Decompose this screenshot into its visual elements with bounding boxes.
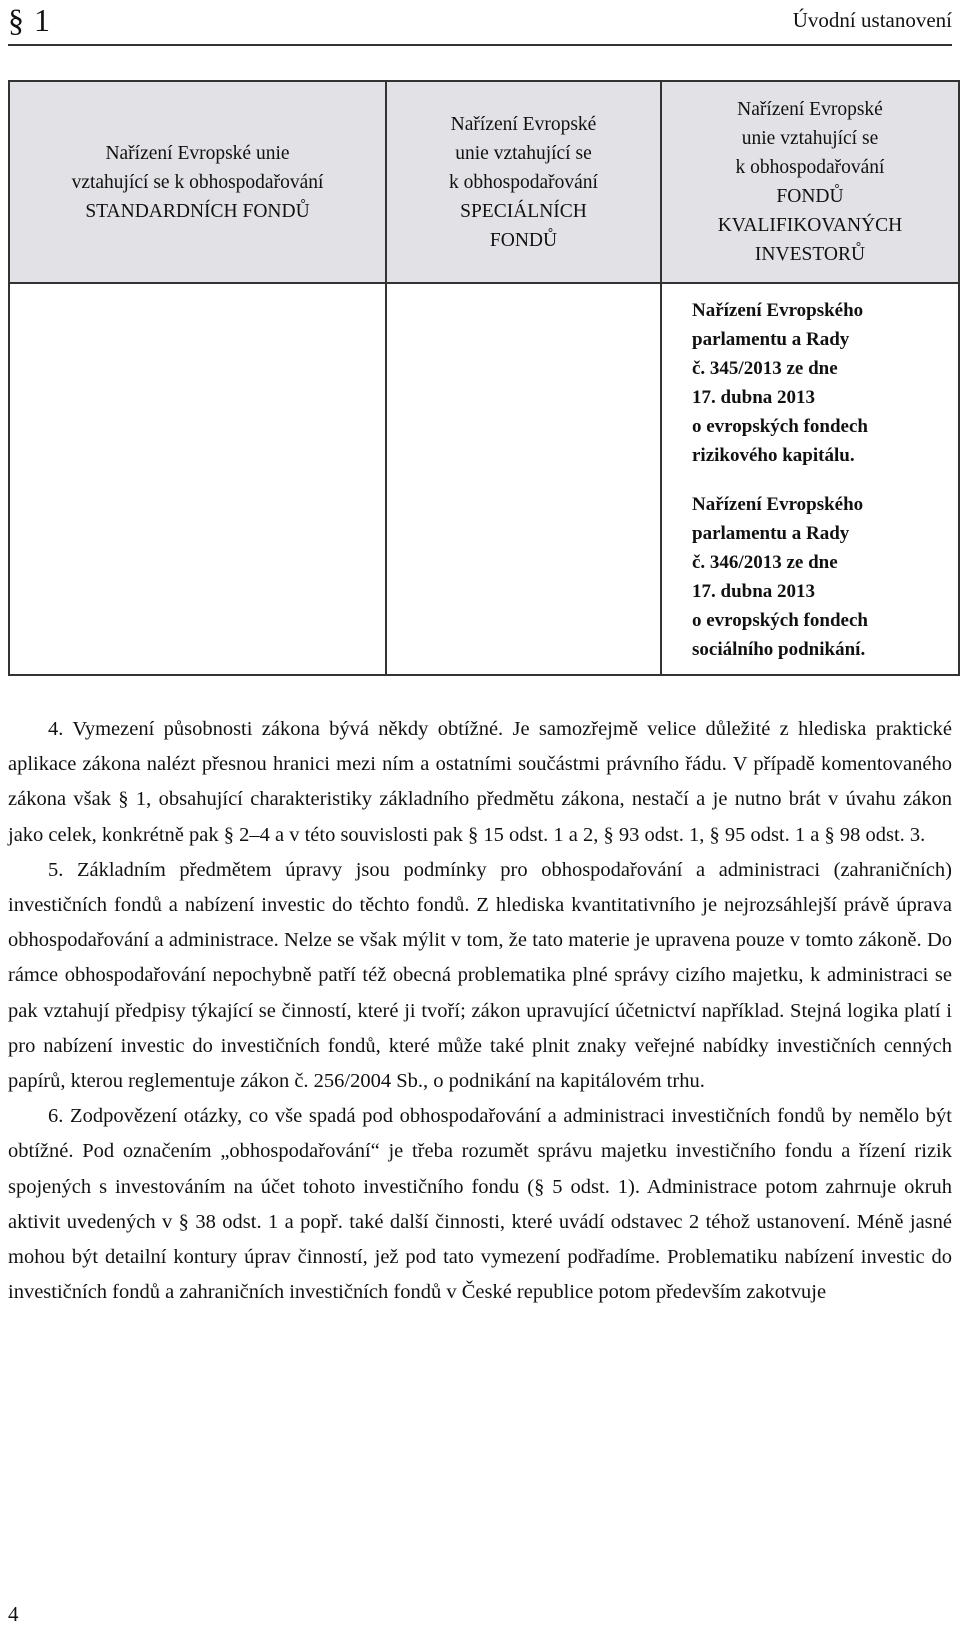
col2-header-line: unie vztahující se <box>455 142 592 164</box>
col2-header-cell <box>386 81 661 283</box>
commentary-body <box>8 712 952 1310</box>
regulation-line: č. 346/2013 ze dne <box>692 552 838 573</box>
col3-header-line: KVALIFIKOVANÝCH <box>717 215 903 236</box>
regulation-345-2013 <box>662 296 958 470</box>
paragraph-5: 5. Základním předmětem úpravy jsou podmínky pro obhospodařování a administraci (zahraničních) investičních fondů a nabízení investic do těchto fondů. Z hlediska kvantitativního je nejrozsáhlejší právě úprava obhospodařování a administrace. Nelze se však mýlit v tom, že tato materie je upravena pouze v tomto zákoně. Do rámce obhospodařování nepochybně patří též obecná problematika plné správy cizího majetku, k administraci se pak vztahují předpisy týkající se činností, které ji tvoří; zákon upravující účetnictví například. Stejná logika platí i pro nabízení investic do investičních fondů, které může také plnit znaky veřejné nabídky investičních cenných papírů, kterou reglementuje zákon č. 256/2004 Sb., o podnikání na kapitálovém trhu. <box>8 858 952 1093</box>
regulation-line: rizikového kapitálu. <box>692 445 855 466</box>
col1-header-line: vztahující se k obhospodařování <box>71 171 324 193</box>
regulation-line: parlamentu a Rady <box>692 329 850 350</box>
col2-header-line: k obhospodařování <box>449 171 598 193</box>
col1-header-cell <box>9 81 386 283</box>
paragraph-6: 6. Zodpovězení otázky, co vše spadá pod obhospodařování a administraci investičních fondů by nemělo být obtížné. Pod označením „obhospodařování“ je třeba rozumět správu majetku investičního fondu a řízení rizik spojených s investováním na účet tohoto investičního fondu (§ 5 odst. 1). Administrace potom zahrnuje okruh aktivit uvedených v § 38 odst. 1 a popř. také další činnosti, které uvádí odstavec 2 téhož ustanovení. Méně jasné mohou být detailní kontury úprav činností, jež pod tato vymezení podřadíme. Problematiku nabízení investic do investičních fondů a zahraničních investičních fondů v České republice potom především zakotvuje <box>8 1105 952 1304</box>
col3-header-line: Nařízení Evropské <box>737 99 883 120</box>
regulation-comparison-table <box>8 80 960 676</box>
chapter-title: Úvodní ustanovení <box>792 8 952 32</box>
col2-header-line: Nařízení Evropské <box>450 113 597 135</box>
col3-header-line: k obhospodařování <box>735 157 885 178</box>
section-heading <box>8 2 50 38</box>
regulation-line: 17. dubna 2013 <box>692 387 816 408</box>
regulation-line: Nařízení Evropského <box>692 300 864 321</box>
regulation-line: č. 345/2013 ze dne <box>692 358 838 379</box>
col3-header-line: FONDŮ <box>776 186 844 207</box>
section-symbol: § <box>8 2 24 38</box>
col1-header-line: STANDARDNÍCH FONDŮ <box>85 200 310 222</box>
col3-header-line: INVESTORŮ <box>754 244 866 265</box>
col2-header-line: SPECIÁLNÍCH <box>460 200 587 222</box>
col3-header-cell <box>661 81 959 283</box>
col1-body-cell <box>9 283 386 675</box>
regulation-line: Nařízení Evropského <box>692 494 864 515</box>
section-number: 1 <box>34 2 50 38</box>
regulation-line: parlamentu a Rady <box>692 523 850 544</box>
col2-header-line: FONDŮ <box>489 229 558 251</box>
regulation-line: sociálního podnikání. <box>692 639 866 660</box>
col2-body-cell <box>386 283 661 675</box>
running-header <box>8 0 952 46</box>
regulation-line: 17. dubna 2013 <box>692 581 816 602</box>
regulation-346-2013 <box>662 490 958 664</box>
col3-header-line: unie vztahující se <box>741 128 879 149</box>
paragraph-4: 4. Vymezení působnosti zákona bývá někdy obtížné. Je samozřejmě velice důležité z hlediska praktické aplikace zákona nalézt přesnou hranici mezi ním a ostatními součástmi právního řádu. V případě komentovaného zákona však § 1, obsahující charakteristiky základního předmětu zákona, nestačí a je nutno brát v úvahu zákon jako celek, konkrétně pak § 2–4 a v této souvislosti pak § 15 odst. 1 a 2, § 93 odst. 1, § 95 odst. 1 a § 98 odst. 3. <box>8 718 952 846</box>
col3-body-cell <box>661 283 959 675</box>
col1-header-line: Nařízení Evropské unie <box>105 142 290 164</box>
table-header-row <box>9 81 959 283</box>
regulation-line: o evropských fondech <box>692 610 868 631</box>
table-body-row <box>9 283 959 675</box>
page-number: 4 <box>8 1602 19 1626</box>
regulation-line: o evropských fondech <box>692 416 868 437</box>
